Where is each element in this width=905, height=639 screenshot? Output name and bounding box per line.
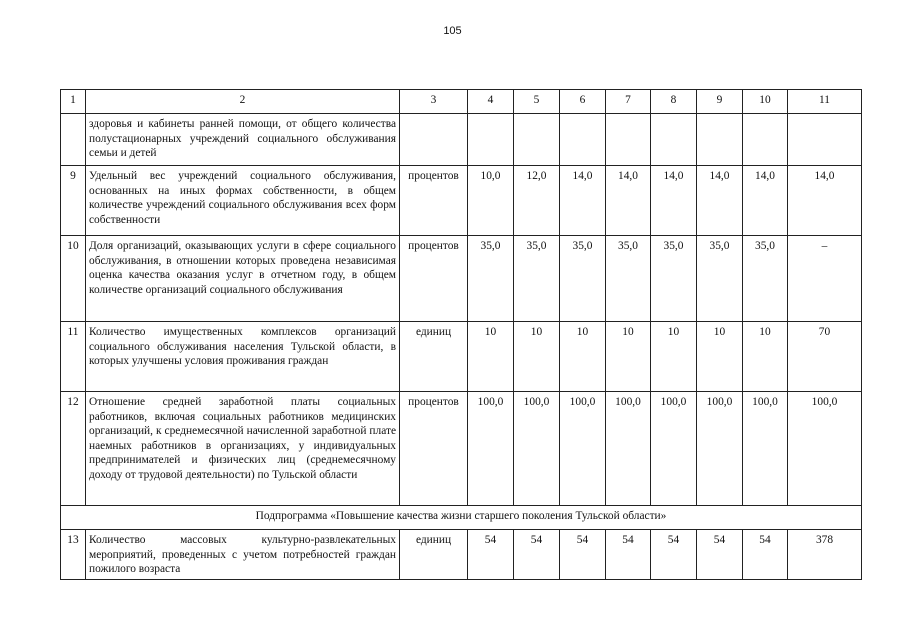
value-cell: 14,0: [606, 166, 651, 236]
value-cell: 12,0: [514, 166, 560, 236]
value-cell: 378: [788, 530, 862, 580]
table-row: [61, 392, 862, 506]
column-header: 5: [514, 90, 560, 114]
value-cell: 35,0: [514, 236, 560, 322]
table-row: [61, 530, 862, 580]
value-cell: 10: [560, 322, 606, 392]
unit-cell: единиц: [400, 322, 468, 392]
indicator-description: Количество массовых культурно-развлекательных мероприятий, проведенных с учетом потребностей граждан пожилого возраста: [86, 530, 400, 580]
value-cell: 100,0: [788, 392, 862, 506]
value-cell: 35,0: [468, 236, 514, 322]
value-cell: 100,0: [468, 392, 514, 506]
value-cell: [560, 114, 606, 166]
value-cell: [743, 114, 788, 166]
value-cell: 54: [743, 530, 788, 580]
value-cell: [788, 114, 862, 166]
value-cell: 10: [697, 322, 743, 392]
column-header: 1: [61, 90, 86, 114]
column-header: 3: [400, 90, 468, 114]
value-cell: 100,0: [743, 392, 788, 506]
value-cell: 100,0: [606, 392, 651, 506]
value-cell: [697, 114, 743, 166]
value-cell: 10: [651, 322, 697, 392]
value-cell: [514, 114, 560, 166]
indicator-description: Доля организаций, оказывающих услуги в сфере социального обслуживания, в отношении которых проведена независимая оценка качества оказания услуг в отчетном году, в общем количестве организаций социального обслуживания: [86, 236, 400, 322]
value-cell: [651, 114, 697, 166]
row-number: 10: [61, 236, 86, 322]
table-row: [61, 236, 862, 322]
column-header: 2: [86, 90, 400, 114]
value-cell: 35,0: [743, 236, 788, 322]
value-cell: 14,0: [743, 166, 788, 236]
value-cell: 54: [468, 530, 514, 580]
column-header: 11: [788, 90, 862, 114]
value-cell: [606, 114, 651, 166]
value-cell: 35,0: [697, 236, 743, 322]
row-number: 13: [61, 530, 86, 580]
value-cell: 54: [697, 530, 743, 580]
column-header: 8: [651, 90, 697, 114]
unit-cell: [400, 114, 468, 166]
table-header-row: [61, 90, 862, 114]
value-cell: 14,0: [788, 166, 862, 236]
value-cell: 70: [788, 322, 862, 392]
row-number: 11: [61, 322, 86, 392]
value-cell: 14,0: [651, 166, 697, 236]
value-cell: 100,0: [697, 392, 743, 506]
value-cell: [468, 114, 514, 166]
value-cell: 14,0: [697, 166, 743, 236]
indicator-description: Отношение средней заработной платы социальных работников, включая социальных работников медицинских организаций, к среднемесячной начисленной заработной плате наемных работников в организациях, у индивидуальных предпринимателей и физических лиц (среднемесячному доходу от трудовой деятельности) по Тульской области: [86, 392, 400, 506]
value-cell: 10: [514, 322, 560, 392]
indicators-table: [60, 89, 862, 580]
column-header: 7: [606, 90, 651, 114]
value-cell: –: [788, 236, 862, 322]
value-cell: 100,0: [560, 392, 606, 506]
value-cell: 54: [651, 530, 697, 580]
value-cell: 10: [743, 322, 788, 392]
table-row: [61, 166, 862, 236]
value-cell: 54: [560, 530, 606, 580]
table-row: [61, 114, 862, 166]
unit-cell: процентов: [400, 236, 468, 322]
value-cell: 35,0: [651, 236, 697, 322]
row-number: [61, 114, 86, 166]
indicator-description: Удельный вес учреждений социального обслуживания, основанных на иных формах собственности, в общем количестве учреждений социального обслуживания всех форм собственности: [86, 166, 400, 236]
table-row: [61, 322, 862, 392]
page-number: 105: [443, 25, 462, 37]
column-header: 6: [560, 90, 606, 114]
indicator-description: здоровья и кабинеты ранней помощи, от общего количества полустационарных учреждений социального обслуживания семьи и детей: [86, 114, 400, 166]
subprogram-title: Подпрограмма «Повышение качества жизни старшего поколения Тульской области»: [61, 506, 862, 530]
value-cell: 10,0: [468, 166, 514, 236]
unit-cell: процентов: [400, 166, 468, 236]
unit-cell: единиц: [400, 530, 468, 580]
column-header: 4: [468, 90, 514, 114]
value-cell: 100,0: [514, 392, 560, 506]
value-cell: 14,0: [560, 166, 606, 236]
column-header: 9: [697, 90, 743, 114]
value-cell: 100,0: [651, 392, 697, 506]
subprogram-section-row: [61, 506, 862, 530]
row-number: 9: [61, 166, 86, 236]
value-cell: 54: [514, 530, 560, 580]
value-cell: 10: [468, 322, 514, 392]
unit-cell: процентов: [400, 392, 468, 506]
value-cell: 54: [606, 530, 651, 580]
value-cell: 10: [606, 322, 651, 392]
row-number: 12: [61, 392, 86, 506]
value-cell: 35,0: [606, 236, 651, 322]
indicator-description: Количество имущественных комплексов организаций социального обслуживания населения Тульской области, в которых улучшены условия проживания граждан: [86, 322, 400, 392]
value-cell: 35,0: [560, 236, 606, 322]
column-header: 10: [743, 90, 788, 114]
